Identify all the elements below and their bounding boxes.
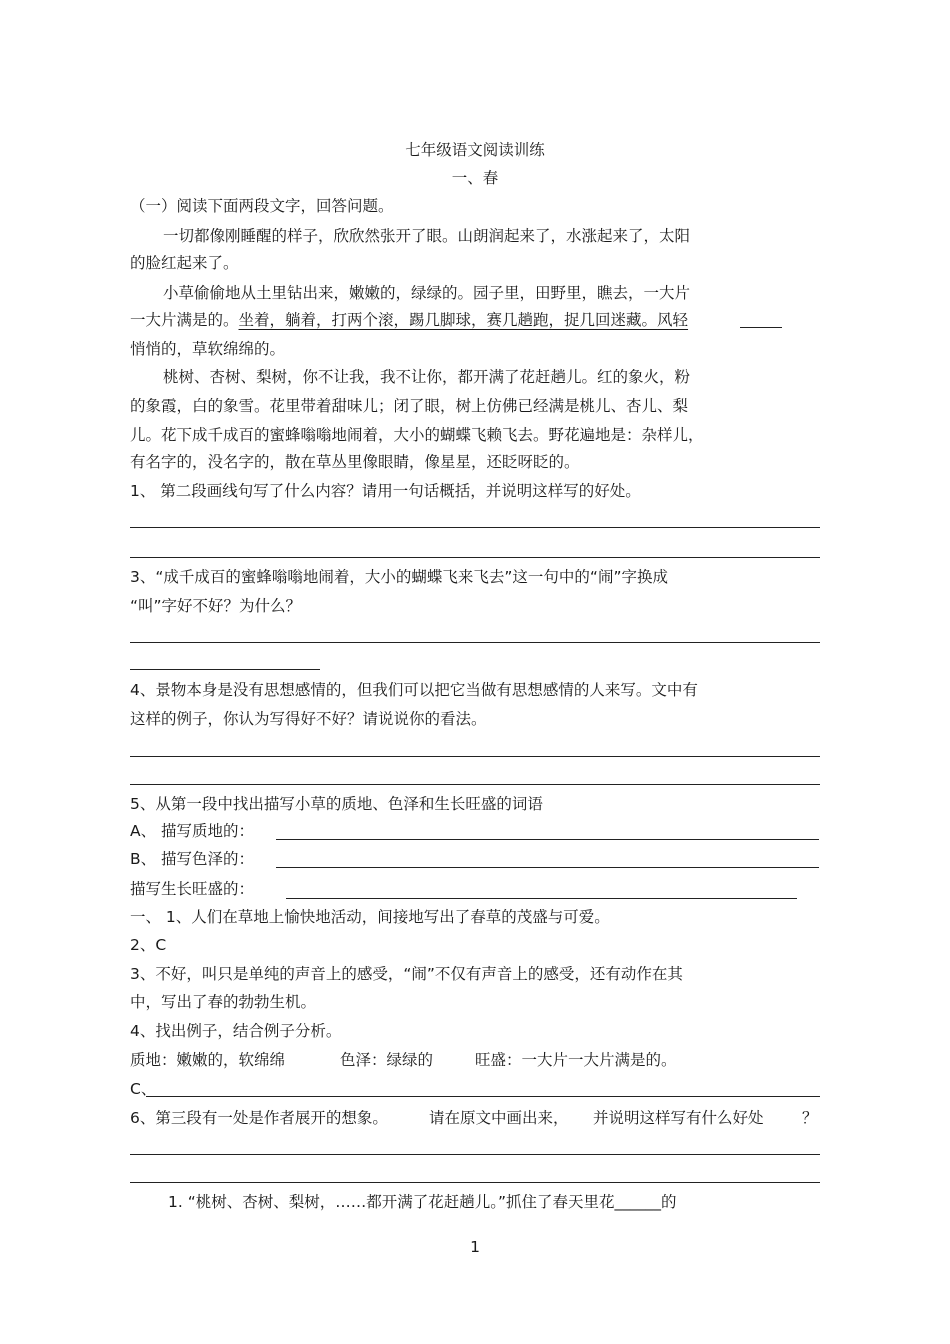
answer-line — [130, 1154, 820, 1155]
answer-line — [130, 642, 820, 643]
passage-p2-line2 — [130, 310, 688, 330]
question-1: 1、 第二段画线句写了什么内容？请用一句话概括，并说明这样写的好处。 — [130, 482, 641, 500]
answer-5-texture: 质地：嫩嫩的，软绵绵 — [130, 1051, 286, 1069]
question-6-part4: ？ — [802, 1109, 818, 1127]
answer-3-line2: 中，写出了春的勃勃生机。 — [130, 993, 317, 1011]
answer-line — [130, 669, 320, 670]
question-6-part2: 请在原文中画出来， — [429, 1109, 569, 1127]
answer-line — [130, 527, 820, 528]
question-6-part3: 并说明这样写有什么好处 — [593, 1109, 764, 1127]
question-5-a: A、 描写质地的： — [130, 822, 255, 840]
passage-p2-line2-start: 一大片满是的。 — [130, 311, 239, 329]
answer-3-line1: 3、不好，叫只是单纯的声音上的感受，“闹”不仅有声音上的感受，还有动作在其 — [130, 965, 683, 983]
passage-p3-line1: 桃树、杏树、梨树，你不让我，我不让你，都开满了花赶趟儿。红的象火，粉 — [163, 368, 691, 386]
answer-5-color: 色泽：绿绿的 — [340, 1051, 434, 1069]
question-3-line2: “叫”字好不好？为什么？ — [130, 597, 302, 615]
section-subtitle: 一、春 — [451, 169, 499, 187]
passage-p2-line1: 小草偷偷地从土里钻出来，嫩嫩的，绿绿的。园子里，田野里，瞧去，一大片 — [163, 284, 691, 302]
instruction: （一）阅读下面两段文字，回答问题。 — [130, 197, 394, 215]
answer-line — [130, 784, 820, 785]
answer-line — [276, 867, 819, 868]
last-question-line: 1. “桃树、杏树、梨树，……都开满了花赶趟儿。”抓住了春天里花______的 — [168, 1193, 677, 1211]
answer-line — [130, 1182, 820, 1183]
answer-line — [130, 756, 820, 757]
page-title: 七年级语文阅读训练 — [405, 141, 545, 159]
answer-line — [130, 557, 820, 558]
question-5: 5、从第一段中找出描写小草的质地、色泽和生长旺盛的词语 — [130, 795, 543, 813]
answer-4: 4、找出例子，结合例子分析。 — [130, 1022, 342, 1040]
passage-p3-line2: 的象霞，白的象雪。花里带着甜味儿；闭了眼，树上仿佛已经满是桃儿、杏儿、梨 — [130, 397, 689, 415]
page-number: 1 — [470, 1238, 480, 1256]
answer-line — [146, 1096, 820, 1097]
question-6-part1: 6、第三段有一处是作者展开的想象。 — [130, 1109, 388, 1127]
question-5-b: B、 描写色泽的： — [130, 850, 255, 868]
answer-line — [286, 898, 797, 899]
answer-5-growth: 旺盛：一大片一大片满是的。 — [475, 1051, 677, 1069]
answer-2: 2、C — [130, 936, 167, 954]
answer-1: 一、 1、人们在草地上愉快地活动，间接地写出了春草的茂盛与可爱。 — [130, 908, 610, 926]
passage-p1-line2: 的脸红起来了。 — [130, 254, 239, 272]
question-4-line2: 这样的例子，你认为写得好不好？请说说你的看法。 — [130, 710, 487, 728]
passage-p2-line3: 悄悄的，草软绵绵的。 — [130, 340, 286, 358]
passage-p3-line4: 有名字的，没名字的，散在草丛里像眼睛，像星星，还眨呀眨的。 — [130, 453, 580, 471]
passage-p3-line3: 儿。花下成千成百的蜜蜂嗡嗡地闹着，大小的蝴蝶飞赖飞去。野花遍地是：杂样儿， — [130, 426, 704, 444]
passage-p2-line2-end: 风轻 — [657, 311, 689, 329]
question-5-c: 描写生长旺盛的： — [130, 880, 255, 898]
question-4-line1: 4、景物本身是没有思想感情的，但我们可以把它当做有思想感情的人来写。文中有 — [130, 681, 698, 699]
passage-p1-line1: 一切都像刚睡醒的样子，欣欣然张开了眼。山朗润起来了，水涨起来了，太阳 — [163, 227, 691, 245]
answer-line — [276, 839, 819, 840]
underlined-sentence: 坐着，躺着，打两个滚，踢几脚球，赛几趟跑，捉几回迷藏。 — [238, 311, 658, 329]
option-c-label: C、 — [130, 1080, 157, 1098]
underline-extension — [740, 327, 782, 328]
question-3-line1: 3、“成千成百的蜜蜂嗡嗡地闹着，大小的蝴蝶飞来飞去”这一句中的“闹”字换成 — [130, 568, 668, 586]
